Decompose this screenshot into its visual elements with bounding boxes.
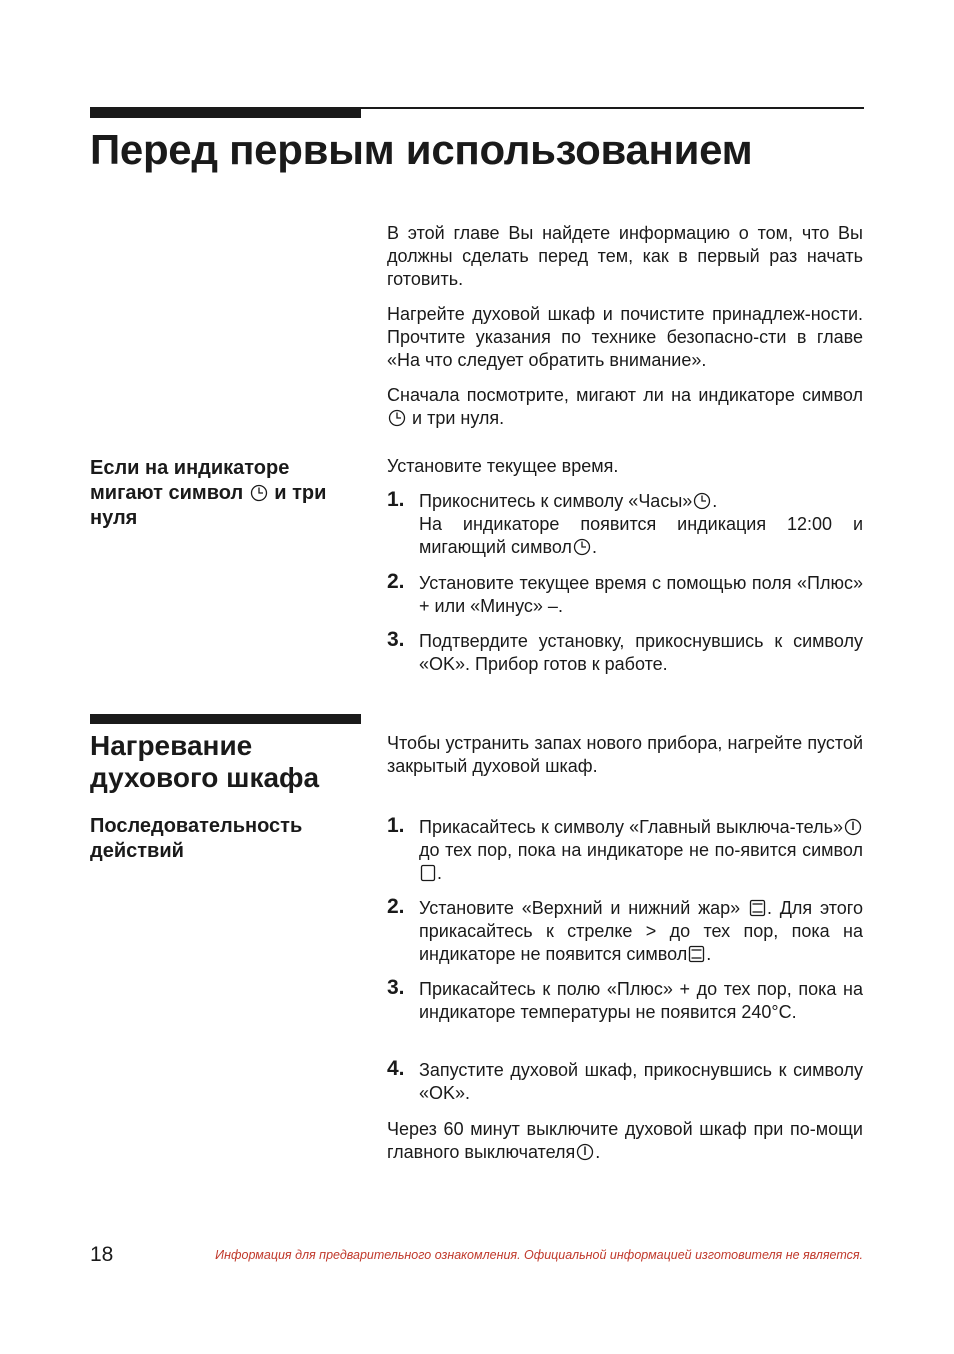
power-icon [844,818,862,836]
section1-step-3 [387,630,863,676]
section2-step-3 [387,978,863,1024]
step-text: Прикоснитесь к символу «Часы» . На индикаторе появится индикация 12:00 и мигающий символ . [419,491,863,557]
section2-lead: Чтобы устранить запах нового прибора, нагрейте пустой закрытый духовой шкаф. [387,733,863,776]
page-title: Перед первым использованием [90,126,753,173]
section2-heading: Нагревание духового шкафа [90,730,320,793]
step-number: 3. [387,628,405,651]
square-icon [420,864,436,882]
section2-step-4 [387,1059,863,1105]
step-text: Установите текущее время с помощью поля «Плюс» + или «Минус» –. [419,573,863,616]
section1-step-1 [387,490,863,559]
section2-step-2 [387,897,863,966]
step-number: 2. [387,570,405,593]
top-bottom-heat-icon [749,899,766,917]
top-bottom-heat-icon [688,945,705,963]
clock-icon [573,538,591,556]
intro-paragraph-2: Нагрейте духовой шкаф и почистите принадлеж-ности. Прочтите указания по технике безопасно-сти в главе «На что следует обратить внимание». [387,304,863,370]
section1-lead: Установите текущее время. [387,456,619,476]
clock-icon [388,409,406,427]
footer-disclaimer: Информация для предварительного ознакомления. Официальной информацией изготовителя не является. [215,1248,863,1262]
section2-step-1 [387,816,863,885]
step-number: 1. [387,488,405,511]
section2-rule [90,714,361,724]
clock-icon [693,492,711,510]
section2-subheading: Последовательность действий [90,815,303,862]
intro-paragraph-1: В этой главе Вы найдете информацию о том, что Вы должны сделать перед тем, как в первый раз начать готовить. [387,223,863,289]
section1-heading: Если на индикаторе мигают символ и три нуля [90,457,327,529]
intro-paragraph-3: Сначала посмотрите, мигают ли на индикаторе символ и три нуля. [387,385,863,428]
section1-step-2 [387,572,863,618]
header-rule-thick [90,107,361,118]
step-number: 2. [387,895,405,918]
step-text: Установите «Верхний и нижний жар» . Для этого прикасайтесь к стрелке > до тех пор, пока на индикаторе не появится символ . [419,898,863,964]
step-number: 3. [387,976,405,999]
step-text: Подтвердите установку, прикоснувшись к символу «OK». Прибор готов к работе. [419,631,863,674]
step-text: Запустите духовой шкаф, прикоснувшись к символу «OK». [419,1060,863,1103]
clock-icon [250,484,268,502]
power-icon [576,1143,594,1161]
step-text: Прикасайтесь к символу «Главный выключа-тель» до тех пор, пока на индикаторе не по-явится символ . [419,817,863,883]
page-number: 18 [90,1243,114,1266]
step-number: 1. [387,814,405,837]
step-text: Прикасайтесь к полю «Плюс» + до тех пор, пока на индикаторе температуры не появится 240°C. [419,979,863,1022]
step-number: 4. [387,1057,405,1080]
section2-closing: Через 60 минут выключите духовой шкаф при по-мощи главного выключателя . [387,1119,863,1162]
